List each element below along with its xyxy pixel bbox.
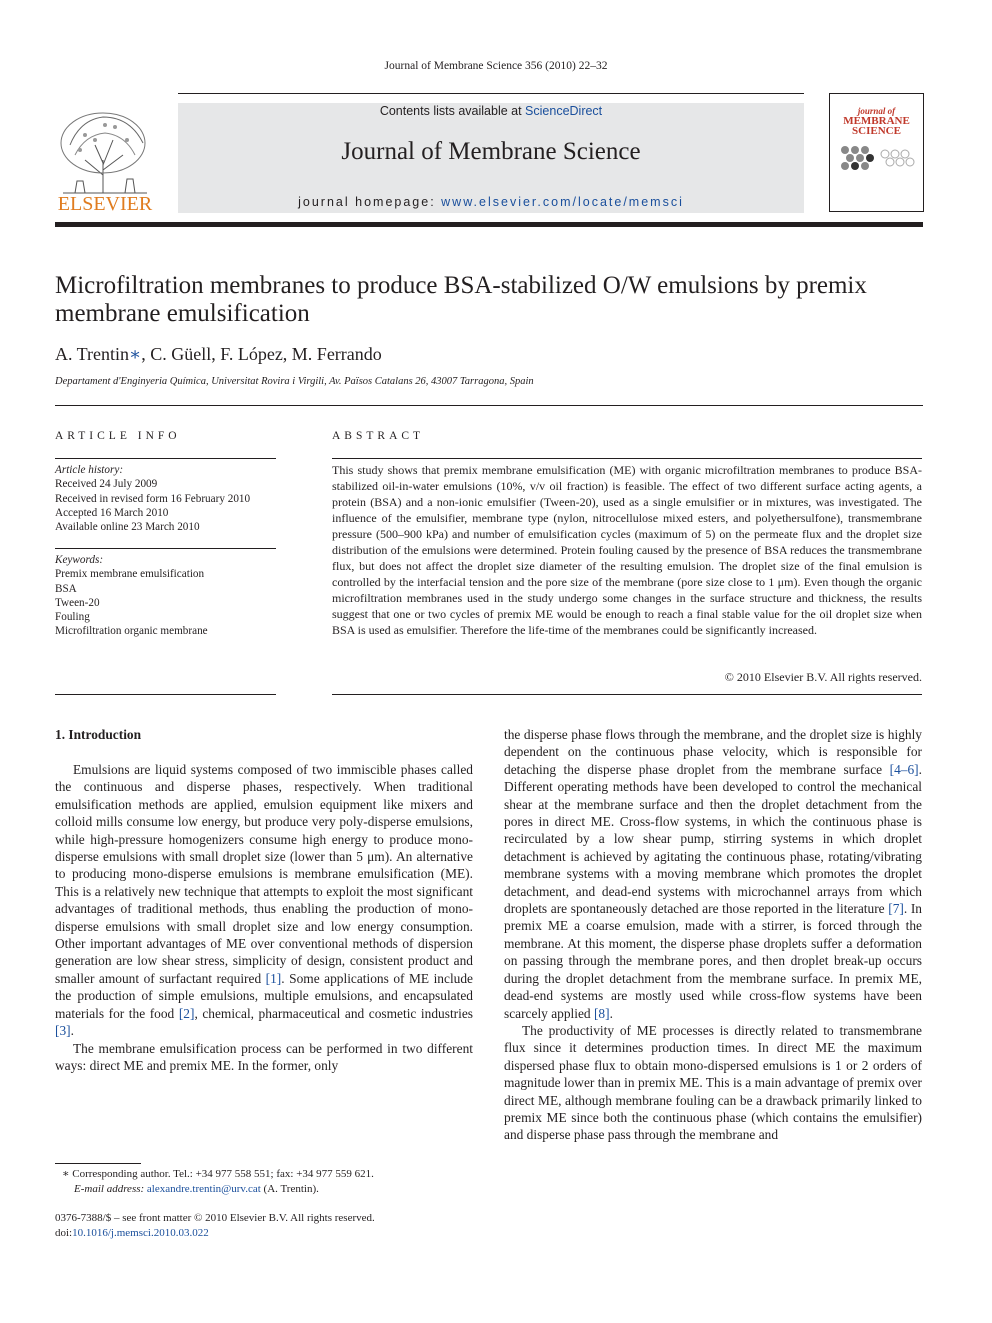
sciencedirect-link[interactable]: ScienceDirect — [525, 104, 603, 118]
citation-link[interactable]: [7] — [888, 901, 904, 917]
keywords-block — [55, 553, 280, 639]
keywords-rule — [55, 548, 276, 549]
co-authors: , C. Güell, F. López, M. Ferrando — [141, 344, 382, 364]
first-author: A. Trentin — [55, 344, 130, 364]
email-suffix: (A. Trentin). — [260, 1182, 319, 1195]
intro-paragraph — [504, 726, 922, 1022]
homepage-prefix: journal homepage: — [298, 195, 442, 209]
email-label: E-mail address: — [74, 1182, 147, 1195]
citation-link[interactable]: [4–6] — [889, 761, 919, 777]
text-run: . Some applications of ME include the production of simple emulsions, multiple emulsions, and encapsulated materials for the food — [55, 970, 474, 1021]
email-link[interactable]: alexandre.trentin@urv.cat — [146, 1182, 261, 1195]
text-run: . Different operating methods have been developed to control the mechanical shear at the membrane surface and then the droplet detachment from the pores in direct ME. Cross-flow systems, in which the continuous phase is recirculated by a low shear pump, stirring systems in which droplet detachment is achieved by agitating the continuous phase, rotating/vibrating membrane systems with a moving membrane which promotes the droplet detachment, and dead-end systems with microchannel arrays from which droplets are spontaneously detached are those reported in the literature — [504, 761, 922, 917]
text-run: the disperse phase flows through the membrane, and the droplet size is highly dependent on the continuous phase velocity, which is responsible for detaching the disperse phase droplet from the membrane surface — [504, 727, 922, 777]
keyword: Microfiltration organic membrane — [55, 625, 208, 638]
abstract-text: This study shows that premix membrane emulsification (ME) with organic microfiltration membranes to produce BSA-stabilized oil-in-water emulsions (10%, v/v oil fraction) is feasible. The effect of two different surface acting agents, a protein (BSA) and a non-ionic emulsifier (Tween-20), used as a single emulsifier or in mixtures, was investigated. The influence of the emulsifier, membrane type (nylon, nitrocellulose mixed esters, and polyethersulfone), transmembrane pressure (500–900 kPa) and number of emulsification cycles (maximum of 5) on the permeate flux and the droplet size distribution of the emulsions were determined. Protein fouling caused by the presence of BSA reduces the transmembrane flux, but does not affect the droplet size diameter of the resulting emulsion. The droplet size of the final emulsion is controlled by the interfacial tension and the pore size of the membrane (pore size close to 1 μm). Even though the organic microfiltration membranes used in the study undergo some changes in the surface structure and thickness, the results suggest that one or two cycles of premix ME would be enough to reach a final stable value for the oil droplet size when BSA is used as emulsifier. Therefore the life-time of the membranes could be significantly increased. — [332, 463, 922, 637]
email-footnote — [62, 1182, 482, 1197]
abstract-heading: ABSTRACT — [332, 430, 425, 442]
abstract-rule — [332, 458, 922, 459]
title-divider — [55, 405, 923, 406]
publisher-logo-text: ELSEVIER — [57, 193, 153, 215]
contents-line — [178, 104, 804, 118]
keyword: BSA — [55, 582, 77, 595]
article-title: Microfiltration membranes to produce BSA-stabilized O/W emulsions by premix membrane emulsification — [55, 272, 867, 327]
header-top-rule — [178, 93, 804, 94]
article-history — [55, 463, 280, 534]
history-item: Received in revised form 16 February 2010 — [55, 492, 251, 505]
keyword: Premix membrane emulsification — [55, 568, 205, 581]
homepage-link[interactable]: www.elsevier.com/locate/memsci — [441, 195, 684, 209]
doi-label: doi: — [55, 1226, 73, 1239]
journal-cover-thumbnail — [829, 93, 924, 212]
journal-title: Journal of Membrane Science — [341, 138, 641, 165]
history-item: Accepted 16 March 2010 — [55, 506, 169, 519]
elsevier-logo — [55, 105, 155, 215]
intro-paragraph: The productivity of ME processes is directly related to transmembrane flux since it determines production times. In direct ME the maximum dispersed phase flux to obtain mono-dispersed emulsions is 1 or 2 orders of magnitude lower than in premix ME. This is a main advantage of premix over direct ME, although membrane fouling can be a drawback primarily linked to premix ME since both the continuous phase (which contains the emulsifier) and disperse phase pass through the membrane and — [504, 1022, 922, 1143]
cover-title-line1: journal of — [857, 106, 896, 116]
article-info-heading: ARTICLE INFO — [55, 430, 181, 442]
history-item: Available online 23 March 2010 — [55, 521, 200, 534]
keyword: Fouling — [55, 611, 90, 624]
authors — [55, 344, 382, 365]
front-matter — [55, 1211, 485, 1240]
article-info-bottom-rule — [55, 694, 276, 695]
issn-line: 0376-7388/$ – see front matter © 2010 Elsevier B.V. All rights reserved. — [55, 1212, 375, 1224]
intro-paragraph — [55, 761, 473, 1040]
history-item: Received 24 July 2009 — [55, 478, 158, 491]
header-divider — [55, 222, 923, 227]
keyword: Tween-20 — [55, 596, 100, 609]
doi-line — [55, 1226, 485, 1241]
footnotes — [62, 1167, 482, 1196]
citation-link[interactable]: [1] — [265, 970, 282, 986]
intro-paragraph: The membrane emulsification process can be performed in two different ways: direct ME and premix ME. In the former, only — [55, 1040, 473, 1073]
footnote-rule — [55, 1163, 141, 1164]
intro-right-column — [504, 726, 922, 1144]
text-run: . In premix ME a coarse emulsion, made with a stirrer, is forced through the membrane. At this moment, the disperse phase droplets suffer a deformation on passing through the membrane pores, and then droplet break-up occurs during the droplet detachment from the membrane surface. In premix ME, dead-end systems are mostly used while cross-flow systems have been scarcely applied — [504, 901, 923, 1021]
citation-link[interactable]: [2] — [178, 1005, 195, 1021]
contents-prefix: Contents lists available at — [379, 104, 526, 118]
corresponding-author-mark[interactable]: ∗ — [129, 344, 142, 364]
text-run: , chemical, pharmaceutical and cosmetic industries — [194, 1005, 473, 1021]
affiliation: Departament d'Enginyeria Química, Universitat Rovira i Virgili, Av. Països Catalans 26, 43007 Tarragona, Spain — [55, 376, 534, 387]
doi-link[interactable]: 10.1016/j.memsci.2010.03.022 — [72, 1226, 209, 1239]
text-run: . — [609, 1005, 613, 1021]
section-heading-introduction: 1. Introduction — [55, 727, 142, 742]
keywords-label: Keywords: — [55, 554, 104, 566]
abstract-bottom-rule — [332, 694, 922, 695]
abstract-copyright: © 2010 Elsevier B.V. All rights reserved. — [724, 670, 922, 684]
intro-left-column — [55, 761, 473, 1074]
journal-homepage — [178, 195, 804, 209]
cover-title-line2: MEMBRANE — [843, 115, 910, 127]
journal-citation: Journal of Membrane Science 356 (2010) 22–32 — [384, 60, 608, 72]
article-info-rule — [55, 458, 276, 459]
text-run: . — [70, 1023, 74, 1039]
cover-title-line3: SCIENCE — [852, 125, 901, 137]
cover-hexagon-graphic-icon — [830, 140, 921, 185]
corresponding-author-footnote: ∗ Corresponding author. Tel.: +34 977 558 551; fax: +34 977 559 621. — [62, 1168, 374, 1180]
history-label: Article history: — [55, 464, 124, 476]
citation-link[interactable]: [8] — [593, 1005, 610, 1021]
citation-link[interactable]: [3] — [55, 1023, 71, 1039]
text-run: Emulsions are liquid systems composed of two immiscible phases called the continuous and disperse phases, respectively. When traditional emulsification methods are applied, emulsion equipment like mixers and colloid mills consume low energy, but produce very poly-disperse emulsions, while high-pressure homogenizers consume high energy to produce mono-disperse emulsions with small droplet size (lower than 5 μm). An alternative to producing mono-disperse emulsions is membrane emulsification (ME). This is a relatively new technique that attempts to exploit the most significant advantages of traditional methods, thus enabling the production of mono-disperse emulsions with small droplet size and low energy consumption. Other important advantages of ME over conventional methods of dispersion generation are low shear stress, simplicity of design, consistent product and smaller amount of surfactant required — [55, 762, 473, 986]
